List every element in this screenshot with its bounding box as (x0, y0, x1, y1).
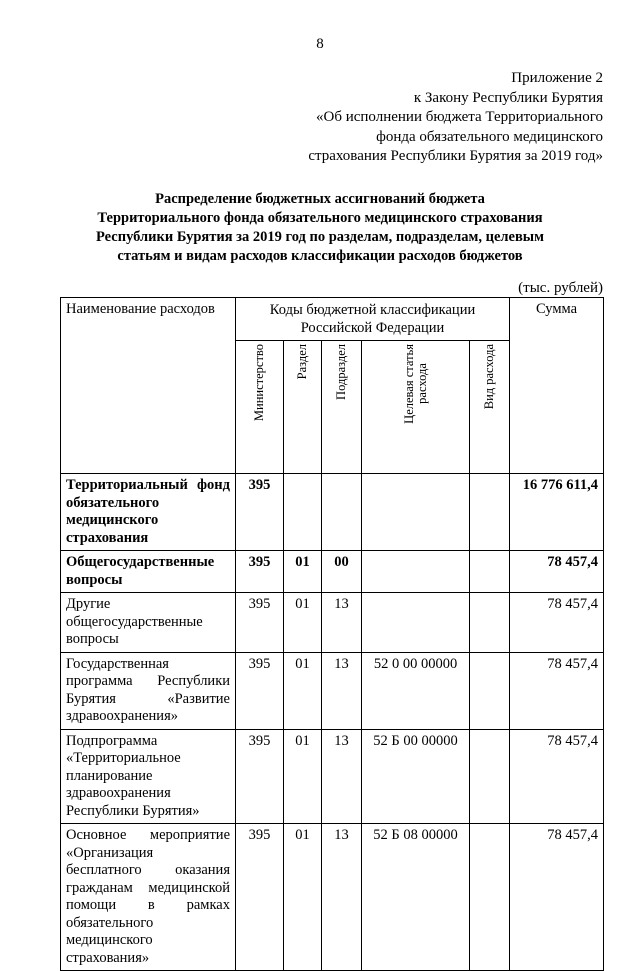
header-name: Наименование расходов (61, 298, 236, 474)
row-kind (470, 729, 510, 824)
row-section: 01 (284, 729, 322, 824)
row-section: 01 (284, 824, 322, 971)
table-row (61, 729, 604, 824)
row-ministry: 395 (236, 729, 284, 824)
row-sum: 78 457,4 (510, 551, 604, 593)
row-target: 52 0 00 00000 (362, 652, 470, 729)
header-sum: Сумма (510, 298, 604, 474)
row-ministry: 395 (236, 652, 284, 729)
row-ministry: 395 (236, 824, 284, 971)
row-section: 01 (284, 593, 322, 653)
header-section: Раздел (284, 341, 322, 474)
row-subsection: 13 (322, 729, 362, 824)
row-target (362, 551, 470, 593)
row-kind (470, 551, 510, 593)
table-row (61, 824, 604, 971)
title-line: Территориального фонда обязательного медицинского страхования (97, 210, 543, 226)
header-kind: Вид расхода (470, 341, 510, 474)
row-target (362, 593, 470, 653)
appendix-line: «Об исполнении бюджета Территориального (316, 109, 603, 125)
row-ministry: 395 (236, 551, 284, 593)
row-name: Подпрограмма «Территориальное планирование здравоохранения Республики Бурятия» (61, 729, 236, 824)
appendix-header (308, 69, 603, 167)
appendix-line: Приложение 2 (511, 70, 603, 86)
appendix-line: страхования Республики Бурятия за 2019 год» (308, 148, 603, 164)
units-label: (тыс. рублей) (518, 280, 603, 296)
row-name: Основное мероприятие «Организация бесплатного оказания гражданам медицинской помощи в рамках обязательного медицинского страхования» (61, 824, 236, 971)
row-kind (470, 652, 510, 729)
row-kind (470, 474, 510, 551)
header-codes: Коды бюджетной классификации Российской Федерации (236, 298, 510, 341)
document-title (60, 190, 580, 266)
title-line: Республики Бурятия за 2019 год по разделам, подразделам, целевым (96, 229, 544, 245)
row-sum: 78 457,4 (510, 593, 604, 653)
row-sum: 16 776 611,4 (510, 474, 604, 551)
row-sum: 78 457,4 (510, 824, 604, 971)
table-row (61, 652, 604, 729)
row-name: Общегосударственные вопросы (61, 551, 236, 593)
row-target: 52 Б 00 00000 (362, 729, 470, 824)
header-subsection: Подраздел (322, 341, 362, 474)
budget-table (60, 297, 604, 971)
row-name: Другие общегосударственные вопросы (61, 593, 236, 653)
row-ministry: 395 (236, 474, 284, 551)
row-subsection (322, 474, 362, 551)
row-section (284, 474, 322, 551)
row-name: Территориальный фонд обязательного медицинского страхования (61, 474, 236, 551)
row-kind (470, 824, 510, 971)
header-target: Целевая статья расхода (362, 341, 470, 474)
title-line: Распределение бюджетных ассигнований бюджета (155, 191, 485, 207)
row-kind (470, 593, 510, 653)
title-line: статьям и видам расходов классификации расходов бюджетов (117, 248, 523, 264)
row-subsection: 13 (322, 593, 362, 653)
table-row (61, 551, 604, 593)
row-target: 52 Б 08 00000 (362, 824, 470, 971)
appendix-line: фонда обязательного медицинского (376, 128, 603, 145)
row-subsection: 13 (322, 652, 362, 729)
row-section: 01 (284, 551, 322, 593)
row-section: 01 (284, 652, 322, 729)
row-name: Государственная программа Республики Бурятия «Развитие здравоохранения» (61, 652, 236, 729)
table-row (61, 593, 604, 653)
page-number: 8 (316, 36, 324, 52)
row-subsection: 13 (322, 824, 362, 971)
row-sum: 78 457,4 (510, 652, 604, 729)
table-row (61, 474, 604, 551)
appendix-line: к Закону Республики Бурятия (413, 89, 603, 106)
row-subsection: 00 (322, 551, 362, 593)
header-ministry: Министерство (236, 341, 284, 474)
row-sum: 78 457,4 (510, 729, 604, 824)
row-ministry: 395 (236, 593, 284, 653)
row-target (362, 474, 470, 551)
